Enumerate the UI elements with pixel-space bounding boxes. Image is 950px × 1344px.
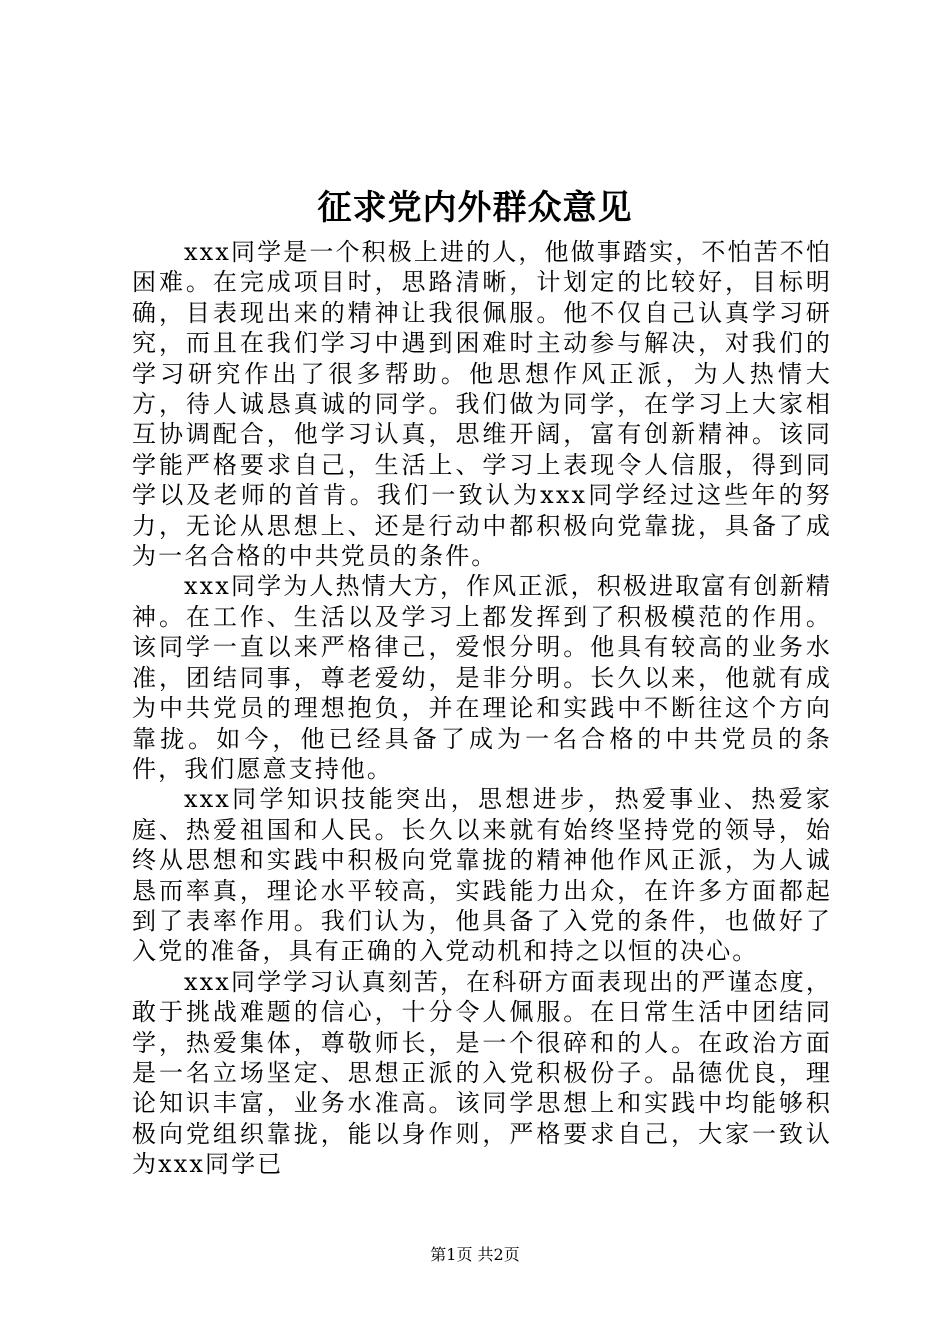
paragraph-2: xxx同学为人热情大方，作风正派，积极进取富有创新精神。在工作、生活以及学习上都发挥到了积极模范的作用。该同学一直以来严格律己，爱恨分明。他具有较高的业务水准，团结同事，尊老爱幼，是非分明。长久以来，他就有成为中共党员的理想抱负，并在理论和实践中不断往这个方向靠拢。如今，他已经具备了成为一名合格的中共党员的条件，我们愿意支持他。 <box>132 572 832 783</box>
paragraph-4: xxx同学学习认真刻苦，在科研方面表现出的严谨态度，敢于挑战难题的信心，十分令人佩服。在日常生活中团结同学，热爱集体，尊敬师长，是一个很碎和的人。在政治方面是一名立场坚定、思想正派的入党积极份子。品德优良，理论知识丰富，业务水准高。该同学思想上和实践中均能够积极向党组织靠拢，能以身作则，严格要求自己，大家一致认为xxx同学已 <box>132 967 832 1179</box>
page-number-footer: 第1页 共2页 <box>430 1245 520 1264</box>
document-title: 征求党内外群众意见 <box>317 188 633 228</box>
paragraph-3: xxx同学知识技能突出，思想进步，热爱事业、热爱家庭、热爱祖国和人民。长久以来就有始终坚持党的领导，始终从思想和实践中积极向党靠拢的精神他作风正派，为人诚恳而率真，理论水平较高，实践能力出众，在许多方面都起到了表率作用。我们认为，他具备了入党的条件，也做好了入党的准备，具有正确的入党动机和持之以恒的决心。 <box>132 785 832 966</box>
document-body <box>132 237 832 1180</box>
paragraph-1: xxx同学是一个积极上进的人，他做事踏实，不怕苦不怕困难。在完成项目时，思路清晰，计划定的比较好，目标明确，目表现出来的精神让我很佩服。他不仅自己认真学习研究，而且在我们学习中遇到困难时主动参与解决，对我们的学习研究作出了很多帮助。他思想作风正派，为人热情大方，待人诚恳真诚的同学。我们做为同学，在学习上大家相互协调配合，他学习认真，思维开阔，富有创新精神。该同学能严格要求自己，生活上、学习上表现令人信服，得到同学以及老师的首肯。我们一致认为xxx同学经过这些年的努力，无论从思想上、还是行动中都积极向党靠拢，具备了成为一名合格的中共党员的条件。 <box>132 238 832 571</box>
